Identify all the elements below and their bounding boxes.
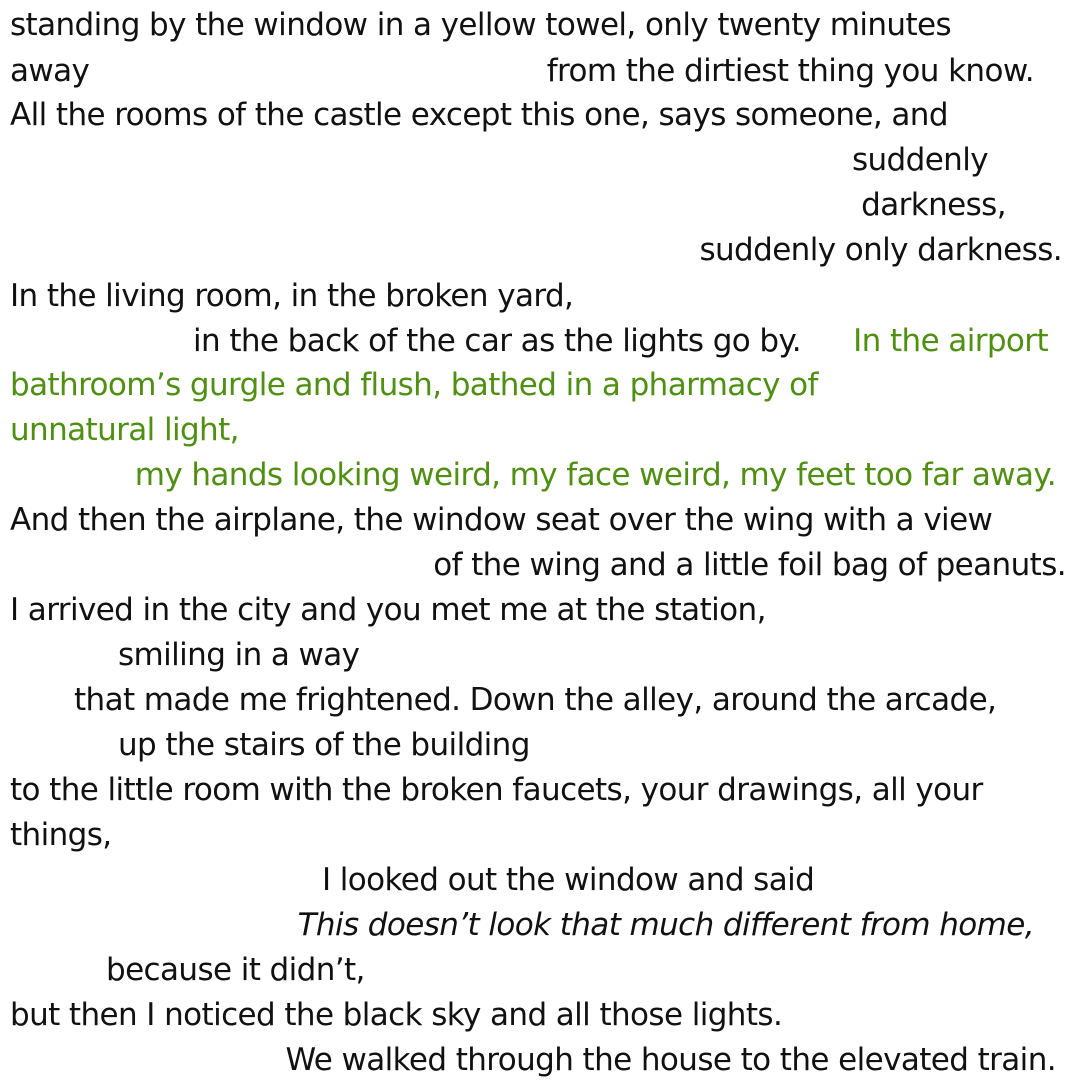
poem-line-10: In the airport	[853, 323, 1048, 359]
poem-line-2: away	[10, 53, 90, 89]
poem-line-20: to the little room with the broken faucets, your drawings, all your	[10, 772, 983, 808]
poem-line-11: bathroom’s gurgle and flush, bathed in a pharmacy of	[10, 367, 818, 403]
poem-line-19: up the stairs of the building	[118, 727, 530, 763]
poem-line-22: I looked out the window and said	[322, 862, 815, 898]
poem-line-9: in the back of the car as the lights go by.	[193, 323, 802, 359]
poem-line-4: All the rooms of the castle except this one, says someone, and	[10, 97, 948, 133]
poem-line-14: And then the airplane, the window seat over the wing with a view	[10, 502, 993, 538]
poem-line-13: my hands looking weird, my face weird, my feet too far away.	[134, 457, 1056, 493]
poem-line-24: because it didn’t,	[106, 952, 365, 988]
poem-line-5: suddenly	[851, 142, 988, 178]
poem-line-12: unnatural light,	[10, 412, 239, 448]
poem-line-21: things,	[10, 817, 112, 853]
poem-line-17: smiling in a way	[118, 637, 360, 673]
poem-line-26: We walked through the house to the elevated train.	[285, 1042, 1056, 1078]
poem-line-7: suddenly only darkness.	[699, 232, 1062, 268]
poem-line-8: In the living room, in the broken yard,	[10, 278, 574, 314]
poem-line-18: that made me frightened. Down the alley, around the arcade,	[74, 682, 997, 718]
poem-line-3: from the dirtiest thing you know.	[546, 53, 1034, 89]
poem-line-15: of the wing and a little foil bag of peanuts.	[433, 547, 1066, 583]
poem-line-6: darkness,	[861, 187, 1006, 223]
poem-line-23: This doesn’t look that much different from home,	[297, 907, 1034, 943]
poem-line-16: I arrived in the city and you met me at the station,	[10, 592, 766, 628]
poem-line-25: but then I noticed the black sky and all those lights.	[10, 997, 783, 1033]
poem-line-1: standing by the window in a yellow towel, only twenty minutes	[10, 7, 952, 43]
